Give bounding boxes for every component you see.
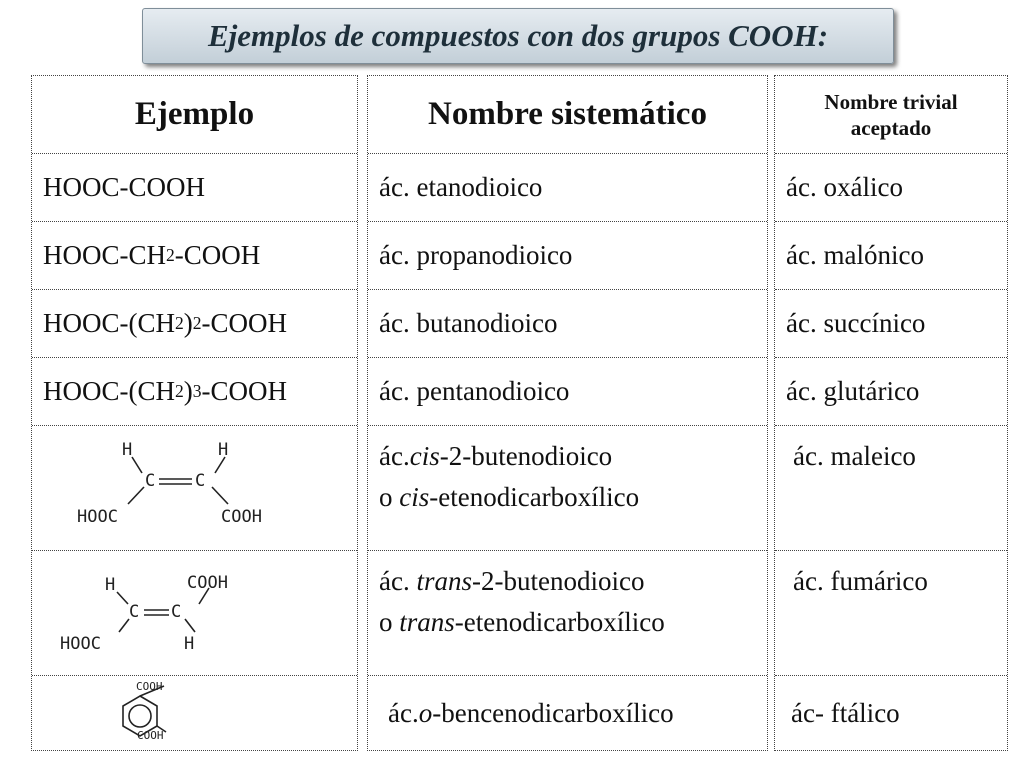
column-sistematico (367, 75, 768, 751)
svg-text:COOH: COOH (137, 729, 164, 742)
svg-text:COOH: COOH (221, 506, 262, 527)
svg-text:C: C (145, 470, 156, 491)
slide-title: Ejemplos de compuestos con dos grupos COOH: (142, 8, 894, 64)
formula-malonic: HOOC-CH 2 -COOH (32, 222, 357, 290)
trivial-fumaric: ác. fumárico (775, 551, 1007, 676)
maleic-acid-structure (32, 427, 357, 550)
sistematico-fumaric-line1: ác. trans-2-butenodioico (379, 566, 645, 596)
sistematico-oxalic: ác. etanodioico (368, 154, 767, 222)
structure-maleic (32, 426, 357, 551)
formula-glutaric: HOOC-(CH 2 ) 3 -COOH (32, 358, 357, 426)
phthalic-acid-structure (32, 677, 357, 749)
sistematico-phthalic: ác. o -bencenodicarboxílico (388, 697, 674, 728)
svg-text:COOH: COOH (136, 680, 163, 693)
trivial-phthalic: ác- ftálico (791, 697, 900, 728)
header-sistematico: Nombre sistemático (368, 76, 767, 154)
sistematico-glutaric: ác. pentanodioico (368, 358, 767, 426)
svg-text:H: H (105, 574, 116, 595)
svg-text:C: C (171, 601, 182, 622)
sistematico-maleic-line2: o cis-etenodicarboxílico (379, 482, 640, 512)
svg-text:HOOC: HOOC (77, 506, 118, 527)
formula-oxalic: HOOC-COOH (32, 154, 357, 222)
svg-text:H: H (184, 633, 195, 654)
sistematico-maleic (368, 426, 767, 551)
header-trivial: Nombre trivial aceptado (775, 76, 1007, 154)
fumaric-acid-structure (32, 552, 357, 675)
column-ejemplo (31, 75, 358, 751)
trivial-glutaric: ác. glutárico (775, 358, 1007, 426)
trivial-maleic: ác. maleico (775, 426, 1007, 551)
structure-phthalic (32, 676, 357, 750)
svg-text:C: C (129, 601, 140, 622)
sistematico-maleic-line1: ác.cis-2-butenodioico (379, 441, 613, 471)
formula-succinic: HOOC-(CH 2 ) 2 -COOH (32, 290, 357, 358)
column-trivial (774, 75, 1008, 751)
svg-text:H: H (218, 439, 229, 460)
svg-text:C: C (195, 470, 206, 491)
svg-text:COOH: COOH (187, 572, 228, 593)
sistematico-succinic: ác. butanodioico (368, 290, 767, 358)
sistematico-fumaric-line2: o trans-etenodicarboxílico (379, 607, 665, 637)
trivial-succinic: ác. succínico (775, 290, 1007, 358)
svg-text:H: H (122, 439, 133, 460)
sistematico-malonic: ác. propanodioico (368, 222, 767, 290)
structure-fumaric (32, 551, 357, 676)
trivial-malonic: ác. malónico (775, 222, 1007, 290)
header-ejemplo: Ejemplo (32, 76, 357, 154)
svg-text:HOOC: HOOC (60, 633, 101, 654)
trivial-oxalic: ác. oxálico (775, 154, 1007, 222)
sistematico-fumaric (368, 551, 767, 676)
